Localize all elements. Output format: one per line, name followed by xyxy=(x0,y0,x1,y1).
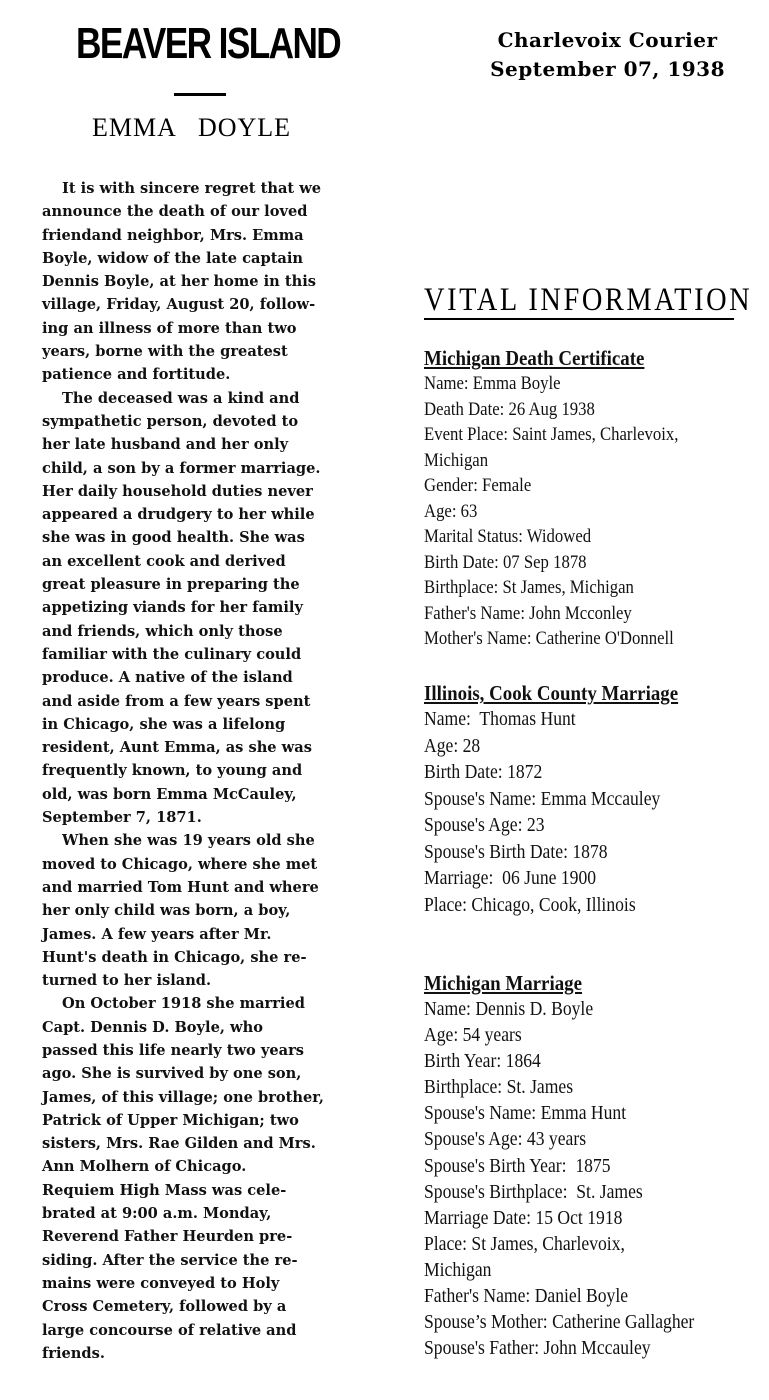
death-certificate-record xyxy=(424,345,764,652)
record-field-line: Spouse's Name: Emma Hunt xyxy=(424,1102,627,1125)
michigan-marriage-record xyxy=(424,970,764,1361)
record-field-line: Event Place: Saint James, Charlevoix, xyxy=(424,424,679,445)
record-field-line: Age: 63 xyxy=(424,500,478,522)
record-field-line: Name: Dennis D. Boyle xyxy=(424,998,594,1020)
record-field-line: Michigan xyxy=(424,449,489,471)
newspaper-date: September 07, 1938 xyxy=(490,57,725,81)
illinois-marriage-lines xyxy=(424,706,764,918)
record-field-line: Mother's Name: Catherine O'Donnell xyxy=(424,628,674,649)
record-field-line: Birthplace: St. James xyxy=(424,1076,574,1099)
illinois-marriage-heading: Illinois, Cook County Marriage xyxy=(424,681,679,705)
record-field-line: Age: 54 years xyxy=(424,1024,522,1047)
record-field-line: Birth Year: 1864 xyxy=(424,1050,541,1073)
death-certificate-lines xyxy=(424,371,764,652)
record-field-line: Marital Status: Widowed xyxy=(424,526,592,547)
illinois-marriage-record xyxy=(424,680,764,918)
record-field-line: Spouse's Father: John Mccauley xyxy=(424,1337,651,1360)
vital-information-title: VITAL INFORMATION xyxy=(424,282,753,318)
record-field-line: Name: Emma Boyle xyxy=(424,373,561,394)
record-field-line: Michigan xyxy=(424,1258,492,1281)
record-field-line: Birth Date: 07 Sep 1878 xyxy=(424,551,587,573)
article-paragraph-3: When she was 19 years old she moved to Chicago, where she met and married Tom Hunt and where her only child was born, a boy, James. A few years after Mr. Hunt's death in Chicago, she re- turned to her island. xyxy=(42,832,319,990)
masthead-divider xyxy=(174,93,226,96)
masthead-title: BEAVER ISLAND xyxy=(76,19,341,68)
record-field-line: Father's Name: Daniel Boyle xyxy=(424,1285,629,1308)
record-field-line: Birth Date: 1872 xyxy=(424,761,543,783)
record-field-line: Marriage: 06 June 1900 xyxy=(424,867,597,889)
record-field-line: Spouse's Birthplace: St. James xyxy=(424,1180,643,1203)
obituary-article xyxy=(42,177,387,1365)
vital-information-underline xyxy=(424,318,734,320)
record-field-line: Spouse's Age: 43 years xyxy=(424,1128,587,1151)
record-field-line: Marriage Date: 15 Oct 1918 xyxy=(424,1206,623,1229)
record-field-line: Spouse’s Mother: Catherine Gallagher xyxy=(424,1311,695,1334)
record-field-line: Spouse's Birth Date: 1878 xyxy=(424,840,608,863)
record-field-line: Spouse's Birth Year: 1875 xyxy=(424,1154,611,1177)
article-paragraph-4: On October 1918 she married Capt. Dennis D. Boyle, who passed this life nearly two years ago. She is survived by one son, James, of this village; one brother, Patrick of Upper Michigan; two sisters, Mrs. Rae Gilden and Mrs. Ann Molhern of Chicago. Requiem High Mass was cele- brated at 9:00 a.m. Monday, Reverend Father Heurden pre- siding. After the service the re- mains were conveyed to Holy Cross Cemetery, followed by a large concourse of relative and friends. xyxy=(42,995,324,1362)
record-field-line: Father's Name: John Mcconley xyxy=(424,602,632,624)
record-field-line: Name: Thomas Hunt xyxy=(424,708,576,730)
newspaper-name: Charlevoix Courier xyxy=(497,28,718,52)
death-certificate-heading: Michigan Death Certificate xyxy=(424,346,645,370)
record-field-line: Spouse's Name: Emma Mccauley xyxy=(424,787,661,810)
michigan-marriage-heading: Michigan Marriage xyxy=(424,971,582,995)
obituary-subject-name: EMMA DOYLE xyxy=(92,113,292,142)
record-field-line: Gender: Female xyxy=(424,475,532,496)
article-paragraph-1: It is with sincere regret that we announce the death of our loved friendand neighbor, Mrs. Emma Boyle, widow of the late captain Dennis Boyle, at her home in this village, Friday, August 20, follow- ing an illness of more than two years, borne with the greatest patience and fortitude. xyxy=(42,180,322,384)
article-paragraph-2: The deceased was a kind and sympathetic person, devoted to her late husband and her only child, a son by a former marriage. Her daily household duties never appeared a drudgery to her while she was in good health. She was an excellent cook and derived great pleasure in preparing the appetizing viands for her family and friends, which only those familiar with the culinary could produce. A native of the island and aside from a few years spent in Chicago, she was a lifelong resident, Aunt Emma, as she was frequently known, to young and old, was born Emma McCauley, September 7, 1871. xyxy=(42,389,321,827)
record-field-line: Place: Chicago, Cook, Illinois xyxy=(424,893,636,916)
record-field-line: Age: 28 xyxy=(424,734,481,757)
record-field-line: Birthplace: St James, Michigan xyxy=(424,577,634,598)
newspaper-citation xyxy=(490,26,725,84)
record-field-line: Spouse's Age: 23 xyxy=(424,814,545,836)
record-field-line: Place: St James, Charlevoix, xyxy=(424,1232,625,1255)
record-field-line: Death Date: 26 Aug 1938 xyxy=(424,398,595,420)
michigan-marriage-lines xyxy=(424,996,764,1361)
